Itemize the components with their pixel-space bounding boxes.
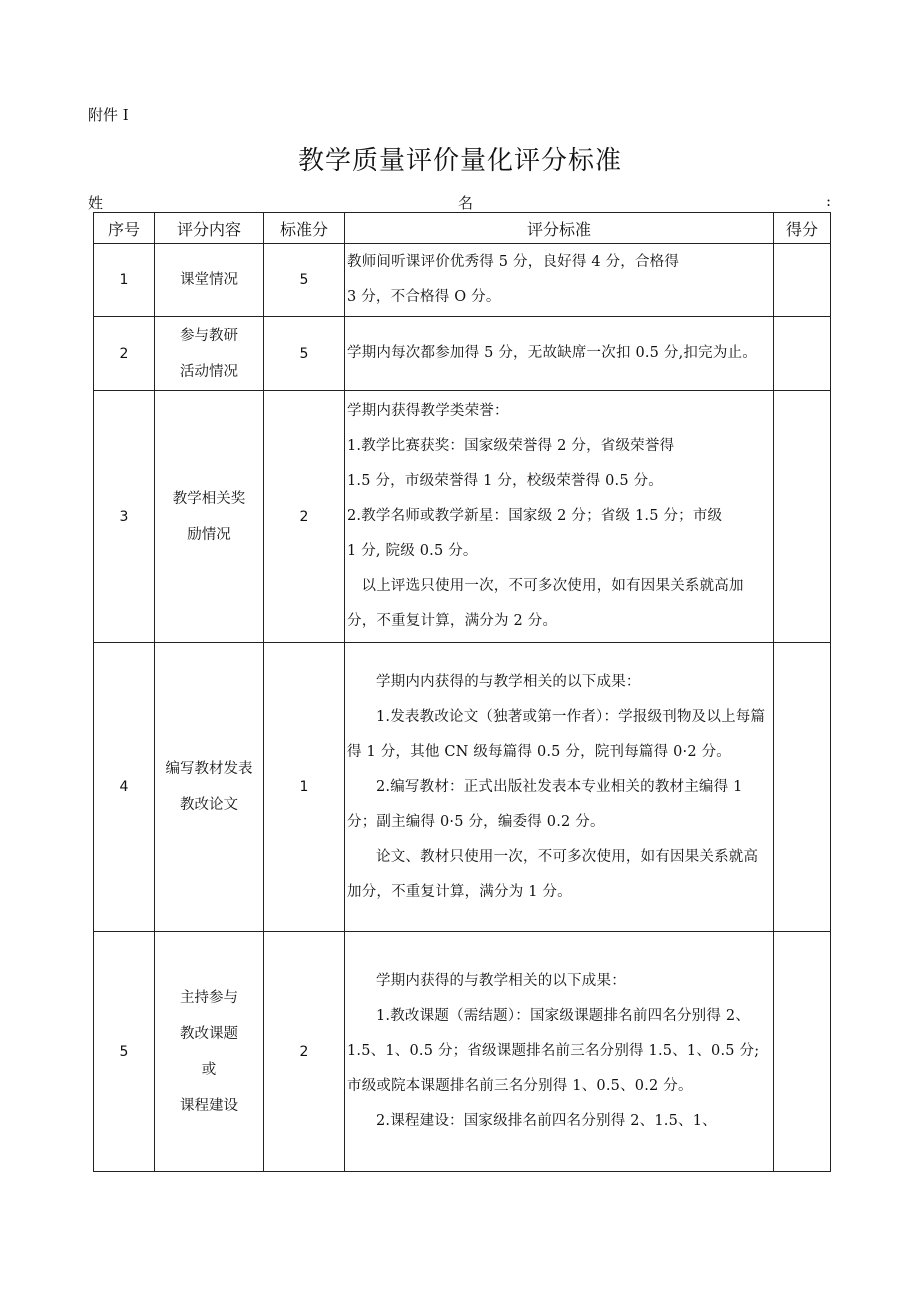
criteria-line: 1.发表教改论文（独著或第一作者）：学报级刊物及以上每篇得 1 分，其他 CN 级每篇得 0.5 分，院刊每篇得 0·2 分。 [347,708,766,760]
criteria-line: 1.教学比赛获奖：国家级荣誉得 2 分，省级荣誉得 [347,438,675,454]
criteria-line: 教师间听课评价优秀得 5 分，良好得 4 分，合格得 [347,254,680,270]
content-line: 课堂情况 [180,272,238,288]
row-criteria [345,391,774,643]
criteria-line: 论文、教材只使用一次，不可多次使用，如有因果关系就高加分，不重复计算，满分为 1 分。 [347,848,759,900]
table-row [94,244,831,317]
name-label-given: 名 [458,194,474,212]
criteria-line: 3 分，不合格得 O 分。 [347,289,501,305]
row-criteria [345,643,774,932]
table-row [94,643,831,932]
content-line: 教学相关奖 [172,490,246,507]
criteria-line: 1 分, 院级 0.5 分。 [347,543,478,559]
criteria-line: 2.编写教材：正式出版社发表本专业相关的教材主编得 1 分；副主编得 0·5 分，编委得 0.2 分。 [347,778,743,830]
row-content [155,317,264,391]
content-line: 课程建设 [180,1097,238,1114]
content-line: 编写教材发表 [165,761,253,777]
criteria-line: 2.课程建设：国家级排名前四名分别得 2、1.5、1、 [376,1113,717,1129]
content-line: 或 [201,1061,217,1078]
row-criteria [345,317,774,391]
row-criteria [345,244,774,317]
row-number: 1 [94,244,155,317]
row-content [155,932,264,1172]
header-criteria: 评分标准 [345,213,774,244]
row-number: 4 [94,643,155,932]
criteria-line: 学期内内获得的与教学相关的以下成果： [376,673,641,690]
header-score-obtained: 得分 [774,213,831,244]
score-cell[interactable] [774,244,831,317]
row-number: 3 [94,391,155,643]
header-no: 序号 [94,213,155,244]
content-line: 教改论文 [180,797,238,813]
row-standard-score: 5 [264,244,345,317]
document-title: 教学质量评价量化评分标准 [297,146,622,176]
content-line: 主持参与 [180,989,238,1006]
criteria-line: 1.教改课题（需结题）：国家级课题排名前四名分别得 2、1.5、1、0.5 分；省级课题排名前三名分别得 1.5、1、0.5 分; 市级或院本课题排名前三名分别得 1、0.5、0.2 分。 [347,1008,760,1094]
score-cell[interactable] [774,643,831,932]
criteria-line: 以上评选只使用一次，不可多次使用，如有因果关系就高加分，不重复计算，满分为 2 分。 [347,578,744,629]
name-label-colon: : [826,192,832,210]
row-content [155,244,264,317]
row-standard-score: 1 [264,643,345,932]
row-content [155,391,264,643]
row-standard-score: 2 [264,932,345,1172]
row-number: 5 [94,932,155,1172]
criteria-line: 学期内获得的与教学相关的以下成果： [376,973,626,989]
row-standard-score: 5 [264,317,345,391]
content-line: 活动情况 [180,363,238,380]
score-cell[interactable] [774,317,831,391]
criteria-line: 2.教学名师或教学新星：国家级 2 分；省级 1.5 分；市级 [347,508,723,524]
criteria-line: 学期内每次都参加得 5 分，无故缺席一次扣 0.5 分,扣完为止。 [347,345,757,361]
content-line: 教改课题 [180,1025,238,1042]
row-content [155,643,264,932]
score-cell[interactable] [774,391,831,643]
row-criteria [345,932,774,1172]
content-line: 励情况 [187,526,231,543]
content-line: 参与教研 [180,327,238,344]
scoring-table [93,212,831,1172]
header-content: 评分内容 [155,213,264,244]
name-label-surname: 姓 [88,194,104,212]
table-header-row [94,213,831,244]
header-standard-score: 标准分 [264,213,345,244]
score-cell[interactable] [774,932,831,1172]
row-standard-score: 2 [264,391,345,643]
table-row [94,317,831,391]
row-number: 2 [94,317,155,391]
criteria-line: 学期内获得教学类荣誉： [347,403,509,419]
table-row [94,391,831,643]
table-row [94,932,831,1172]
criteria-line: 1.5 分，市级荣誉得 1 分，校级荣誉得 0.5 分。 [347,473,663,489]
attachment-label: 附件 I [88,106,129,124]
